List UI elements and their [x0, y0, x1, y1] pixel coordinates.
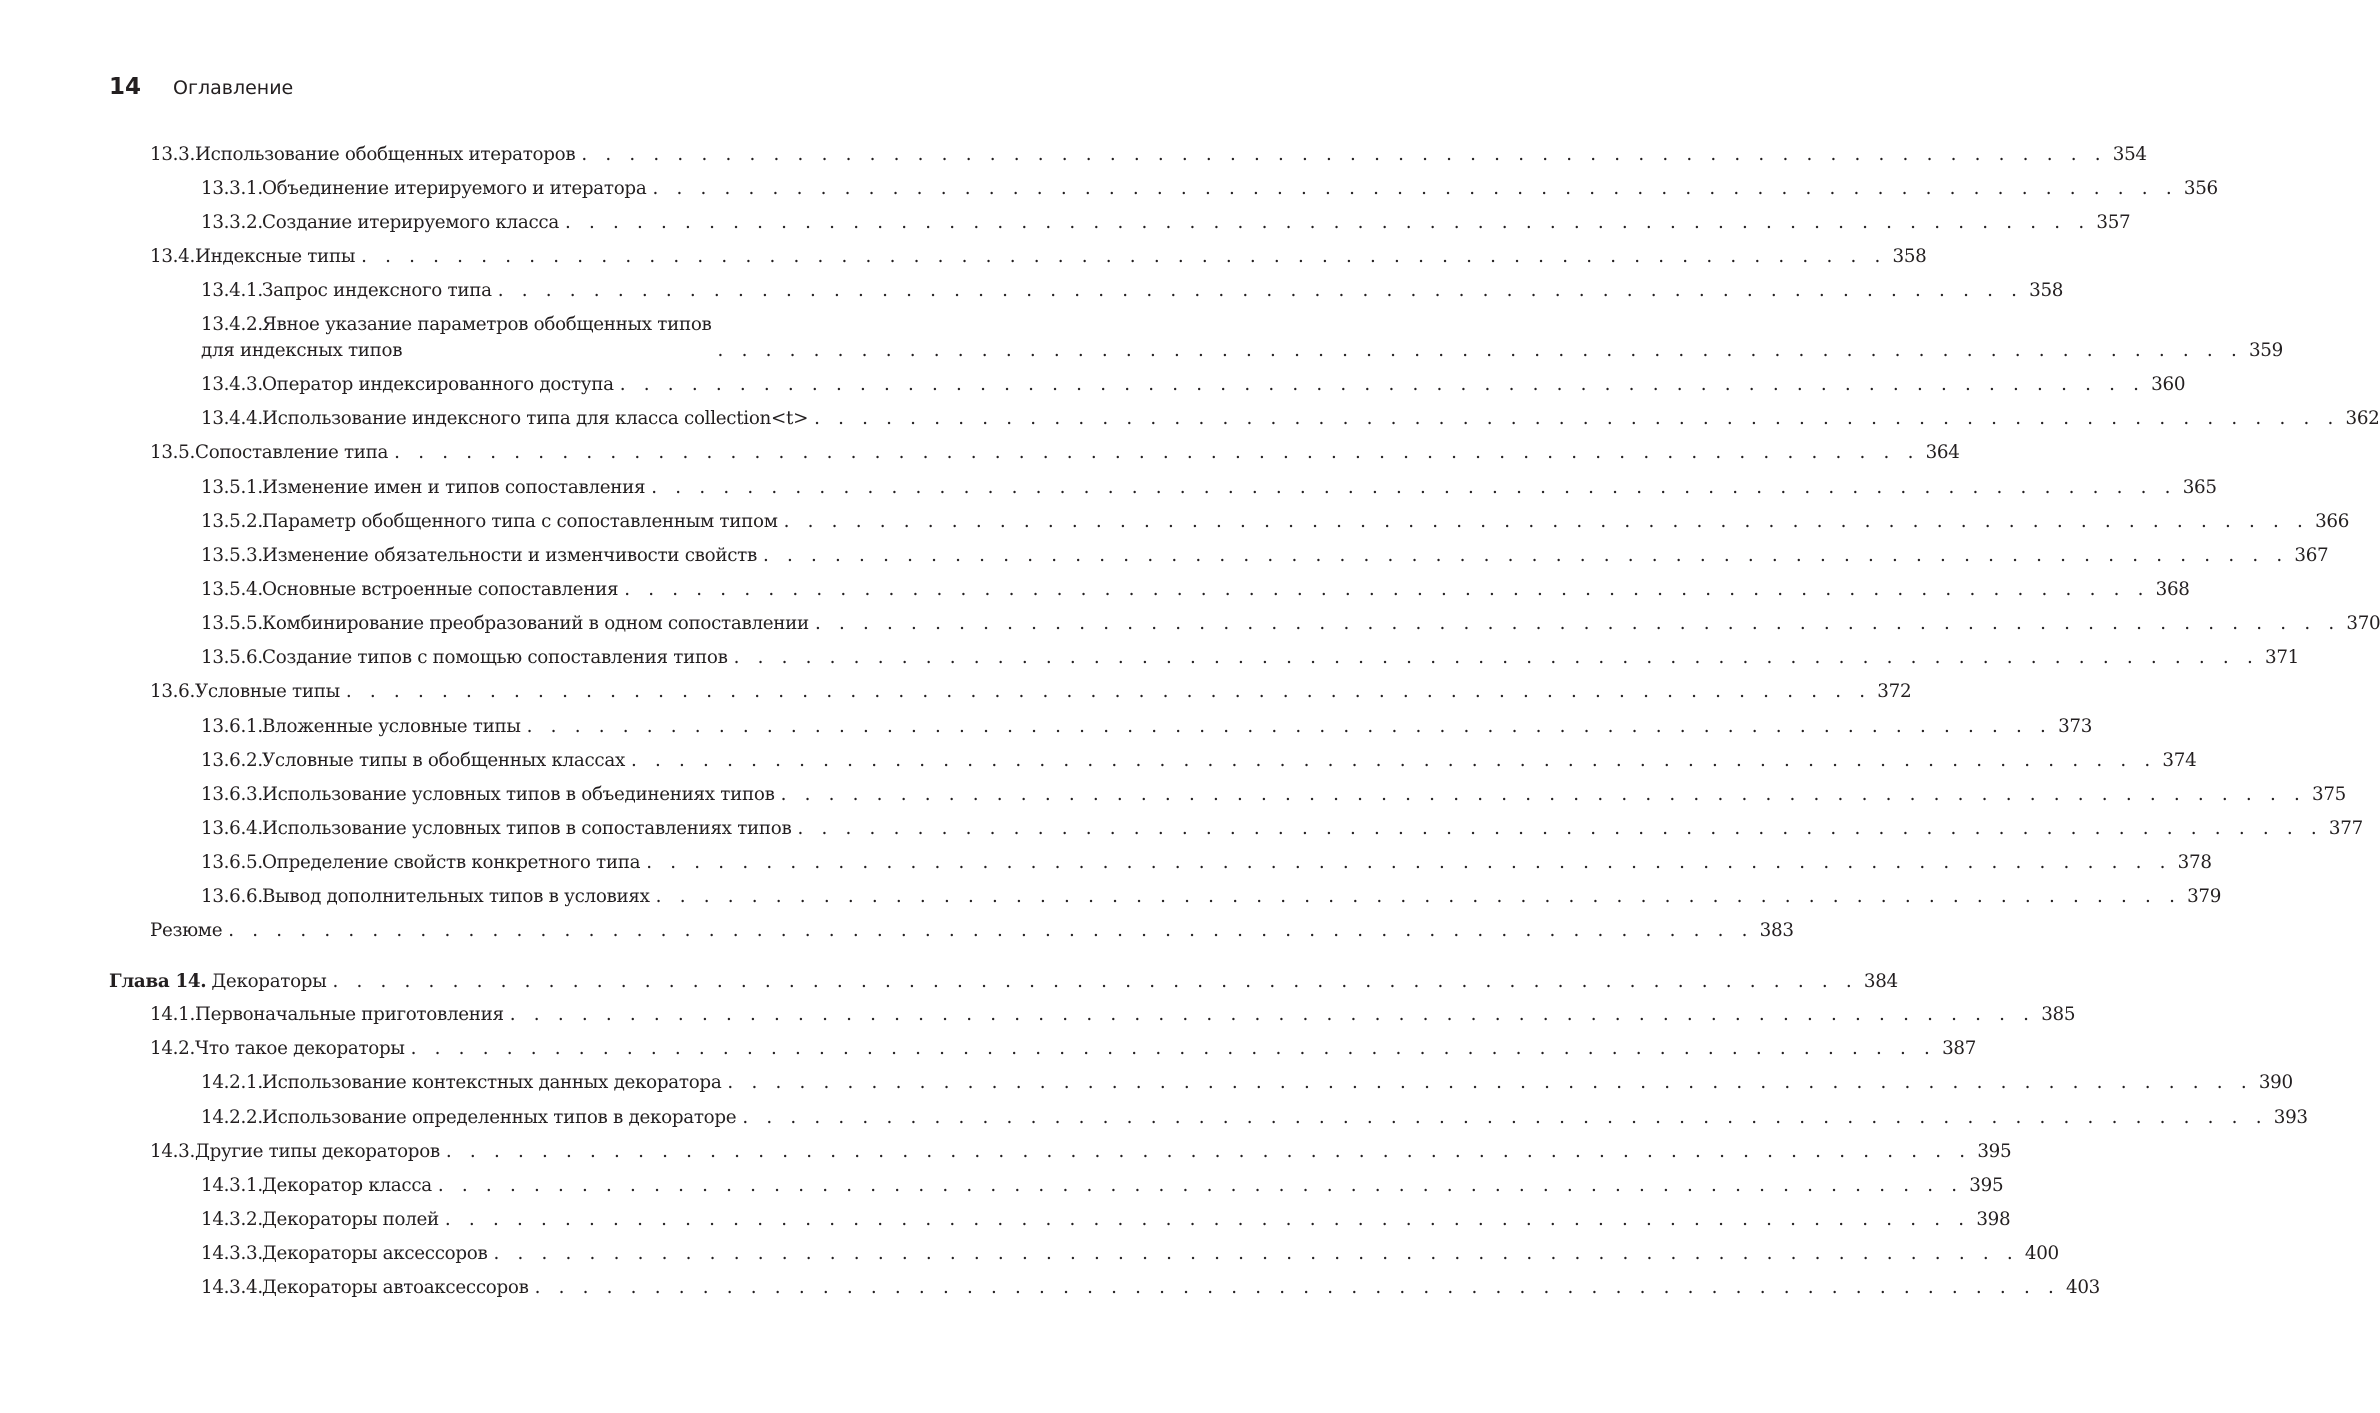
dot-leader: . . . . . . . . . . . . . . . . . . . . . . . . . . . . . . . . . . . . . . . . . . . . . . . . . . . . . . . . . . . . . . . . [534, 1277, 2060, 1298]
toc-entry[interactable] [201, 312, 2283, 364]
dot-leader: . . . . . . . . . . . . . . . . . . . . . . . . . . . . . . . . . . . . . . . . . . . . . . . . . . . . . . . . . . . . . . . . [733, 647, 2259, 668]
toc-entry-number: 13.5.2. [201, 511, 263, 532]
toc-entry-title-continued: для индексных типов [201, 340, 403, 361]
toc-entry[interactable] [201, 176, 2218, 202]
toc-entry-title: Явное указание параметров обобщенных типов [262, 314, 712, 335]
toc-chapter-number: Глава 14. [109, 971, 207, 992]
toc-entry-page: 379 [2187, 886, 2222, 907]
toc-entry-title: Условные типы в обобщенных классах [262, 750, 625, 771]
toc-entry[interactable] [201, 816, 2363, 842]
toc-entry[interactable] [150, 142, 2147, 168]
toc-entry-number: 13.4. [150, 246, 196, 267]
toc-entry-page: 372 [1877, 681, 1912, 702]
toc-entry-number: 13.6. [150, 681, 196, 702]
toc-entry[interactable] [201, 1241, 2059, 1267]
toc-entry-page: 365 [2182, 477, 2217, 498]
toc-entry-page: 403 [2066, 1277, 2100, 1298]
toc-entry-title: Объединение итерируемого и итератора [262, 178, 647, 199]
toc-entry-number: 14.1. [150, 1004, 196, 1025]
toc-entry-page: 377 [2328, 818, 2363, 839]
dot-leader: . . . . . . . . . . . . . . . . . . . . . . . . . . . . . . . . . . . . . . . . . . . . . . . . . . . . . . . . . . . . . . . . [780, 784, 2306, 805]
toc-entry-page: 398 [1976, 1209, 2011, 1230]
toc-entry-page: 383 [1759, 920, 1794, 941]
toc-entry-page: 357 [2096, 212, 2131, 233]
toc-entry-page: 367 [2294, 545, 2329, 566]
dot-leader: . . . . . . . . . . . . . . . . . . . . . . . . . . . . . . . . . . . . . . . . . . . . . . . . . . . . . . . . . . . . . . . . [526, 716, 2053, 737]
toc-entry[interactable] [201, 1105, 2308, 1131]
toc-entry[interactable] [201, 278, 2064, 304]
toc-entry[interactable] [201, 1173, 2004, 1199]
dot-leader: . . . . . . . . . . . . . . . . . . . . . . . . . . . . . . . . . . . . . . . . . . . . . . . . . . . . . . . . . . . . . . . . [445, 1141, 1972, 1162]
toc-entry[interactable] [201, 372, 2186, 398]
dot-leader: . . . . . . . . . . . . . . . . . . . . . . . . . . . . . . . . . . . . . . . . . . . . . . . . . . . . . . . . . . . . . . . . [444, 1209, 1971, 1230]
toc-entry-number: 13.3.1. [201, 178, 263, 199]
toc-entry-title: Вывод дополнительных типов в условиях [262, 886, 650, 907]
toc-entry-number: 13.5.6. [201, 647, 263, 668]
toc-entry-number: 13.5.3. [201, 545, 263, 566]
toc-entry-title: Использование контекстных данных декоратора [262, 1072, 722, 1093]
toc-entry-page: 390 [2258, 1072, 2293, 1093]
toc-entry-title: Декораторы аксессоров [262, 1243, 488, 1264]
toc-entry-title: Изменение имен и типов сопоставления [262, 477, 646, 498]
toc-entry-title: Сопоставление типа [195, 442, 389, 463]
dot-leader: . . . . . . . . . . . . . . . . . . . . . . . . . . . . . . . . . . . . . . . . . . . . . . . . . . . . . . . . . . . . . . . . [493, 1243, 2019, 1264]
toc-entry-number: 13.5.4. [201, 579, 263, 600]
dot-leader: . . . . . . . . . . . . . . . . . . . . . . . . . . . . . . . . . . . . . . . . . . . . . . . . . . . . . . . . . . . . . . . . [564, 212, 2091, 233]
toc-entry-number: 13.6.5. [201, 852, 263, 873]
toc-entry[interactable] [201, 884, 2222, 910]
toc-entry-number: 13.6.6. [201, 886, 263, 907]
toc-entry-page: 384 [1863, 971, 1898, 992]
toc-entry-number: 13.5.5. [201, 613, 263, 634]
dot-leader: . . . . . . . . . . . . . . . . . . . . . . . . . . . . . . . . . . . . . . . . . . . . . . . . . . . . . . . . . . . . . . . . [646, 852, 2172, 873]
toc-entry-number: 13.4.4. [201, 408, 263, 429]
toc-entry-title: Декораторы автоаксессоров [262, 1277, 529, 1298]
toc-entry-title: Параметр обобщенного типа с сопоставленным типом [262, 511, 778, 532]
toc-entry-page: 395 [1969, 1175, 2004, 1196]
toc-entry-title: Запрос индексного типа [262, 280, 492, 301]
toc-entry[interactable] [201, 543, 2329, 569]
toc-entry-number: 14.3.4. [201, 1277, 263, 1298]
toc-entry[interactable] [201, 1275, 2100, 1301]
toc-entry-page: 366 [2315, 511, 2350, 532]
toc-entry-number: 13.4.3. [201, 374, 263, 395]
toc-entry-page: 358 [1892, 246, 1927, 267]
toc-entry-page: 354 [2112, 144, 2147, 165]
toc-entry-page: 374 [2162, 750, 2197, 771]
dot-leader: . . . . . . . . . . . . . . . . . . . . . . . . . . . . . . . . . . . . . . . . . . . . . . . . . . . . . . . . . . . . . . . . [655, 886, 2182, 907]
dot-leader: . . . . . . . . . . . . . . . . . . . . . . . . . . . . . . . . . . . . . . . . . . . . . . . . . . . . . . . . . . . . . . . . [332, 971, 1858, 992]
dot-leader: . . . . . . . . . . . . . . . . . . . . . . . . . . . . . . . . . . . . . . . . . . . . . . . . . . . . . . . . . . . . . . . . [727, 1072, 2253, 1093]
dot-leader: . . . . . . . . . . . . . . . . . . . . . . . . . . . . . . . . . . . . . . . . . . . . . . . . . . . . . . . . . . . . . . . . [762, 545, 2289, 566]
toc-entry-number: 14.3.1. [201, 1175, 263, 1196]
toc-entry-number: 14.2.2. [201, 1107, 263, 1128]
page-number: 14 [109, 74, 142, 100]
dot-leader: . . . . . . . . . . . . . . . . . . . . . . . . . . . . . . . . . . . . . . . . . . . . . . . . . . . . . . . . . . . . . . . . [394, 442, 1920, 463]
toc-entry-title: Создание итерируемого класса [262, 212, 559, 233]
toc-entry[interactable] [150, 679, 1912, 705]
dot-leader: . . . . . . . . . . . . . . . . . . . . . . . . . . . . . . . . . . . . . . . . . . . . . . . . . . . . . . . . . . . . . . . . [437, 1175, 1964, 1196]
toc-entry-title: Определение свойств конкретного типа [262, 852, 641, 873]
toc-entry-title: Декораторы [211, 971, 327, 992]
toc-entry[interactable] [201, 406, 2380, 432]
toc-entry-number: 13.6.3. [201, 784, 263, 805]
toc-entry-page: 393 [2273, 1107, 2308, 1128]
toc-entry-title: Основные встроенные сопоставления [262, 579, 619, 600]
toc-entry-number: 13.3.2. [201, 212, 263, 233]
toc-entry[interactable] [201, 1207, 2011, 1233]
toc-entry[interactable] [201, 509, 2350, 535]
toc-entry[interactable] [201, 210, 2131, 236]
toc-entry-title: Использование условных типов в сопоставлениях типов [262, 818, 792, 839]
toc-entry-number: 13.4.1. [201, 280, 263, 301]
dot-leader: . . . . . . . . . . . . . . . . . . . . . . . . . . . . . . . . . . . . . . . . . . . . . . . . . . . . . . . . . . . . . . . . [581, 144, 2107, 165]
dot-leader: . . . . . . . . . . . . . . . . . . . . . . . . . . . . . . . . . . . . . . . . . . . . . . . . . . . . . . . . . . . . . . . . [651, 477, 2177, 498]
toc-entry[interactable] [201, 475, 2217, 501]
toc-entry-title: Резюме [150, 920, 223, 941]
toc-entry-title: Условные типы [195, 681, 340, 702]
toc-entry[interactable] [150, 1139, 2012, 1165]
toc-entry-number: 14.3.2. [201, 1209, 263, 1230]
toc-entry-title: Индексные типы [195, 246, 356, 267]
dot-leader: . . . . . . . . . . . . . . . . . . . . . . . . . . . . . . . . . . . . . . . . . . . . . . . . . . . . . . . . . . . . . . . . [742, 1107, 2268, 1128]
toc-entry-page: 400 [2024, 1243, 2059, 1264]
toc-entry-page: 375 [2312, 784, 2346, 805]
toc-entry[interactable] [150, 244, 1927, 270]
toc-entry-page: 373 [2058, 716, 2093, 737]
toc-entry[interactable] [201, 782, 2346, 808]
toc-entry[interactable] [201, 1070, 2293, 1096]
toc-entry-title: Первоначальные приготовления [195, 1004, 504, 1025]
toc-entry-number: 13.6.1. [201, 716, 263, 737]
dot-leader: . . . . . . . . . . . . . . . . . . . . . . . . . . . . . . . . . . . . . . . . . . . . . . . . . . . . . . . . . . . . . . . . [619, 374, 2146, 395]
toc-entry-number: 14.2. [150, 1038, 196, 1059]
toc-entry-number: 14.2.1. [201, 1072, 263, 1093]
toc-entry-number: 14.3.3. [201, 1243, 263, 1264]
toc-entry-number: 13.5. [150, 442, 196, 463]
toc-entry-page: 364 [1925, 442, 1960, 463]
toc-entry[interactable] [201, 714, 2093, 740]
running-head [109, 74, 293, 104]
toc-entry-title: Использование условных типов в объединениях типов [262, 784, 775, 805]
dot-leader: . . . . . . . . . . . . . . . . . . . . . . . . . . . . . . . . . . . . . . . . . . . . . . . . . . . . . . . . . . . . . . . . [717, 340, 2243, 361]
toc-entry[interactable] [201, 645, 2299, 671]
dot-leader: . . . . . . . . . . . . . . . . . . . . . . . . . . . . . . . . . . . . . . . . . . . . . . . . . . . . . . . . . . . . . . . . [345, 681, 1872, 702]
toc-entry-title: Что такое декораторы [195, 1038, 405, 1059]
dot-leader: . . . . . . . . . . . . . . . . . . . . . . . . . . . . . . . . . . . . . . . . . . . . . . . . . . . . . . . . . . . . . . . . [814, 408, 2340, 429]
toc-entry[interactable] [201, 748, 2197, 774]
toc-entry-page: 368 [2155, 579, 2190, 600]
toc-entry-title: Декораторы полей [262, 1209, 439, 1230]
toc-entry-title: Использование индексного типа для класса collection<t> [262, 408, 809, 429]
toc-entry-title: Оператор индексированного доступа [262, 374, 614, 395]
running-head-title: Оглавление [173, 77, 294, 99]
toc-entry-page: 395 [1977, 1141, 2012, 1162]
toc-entry[interactable] [150, 1036, 1977, 1062]
toc-entry[interactable] [150, 918, 1794, 944]
toc-entry-title: Использование определенных типов в декораторе [262, 1107, 737, 1128]
toc-entry-number: 13.6.2. [201, 750, 263, 771]
dot-leader: . . . . . . . . . . . . . . . . . . . . . . . . . . . . . . . . . . . . . . . . . . . . . . . . . . . . . . . . . . . . . . . . [361, 246, 1887, 267]
toc-entry-page: 370 [2346, 613, 2380, 634]
toc-entry-page: 359 [2248, 340, 2283, 361]
toc-entry-title: Вложенные условные типы [262, 716, 521, 737]
toc-entry-page: 362 [2345, 408, 2380, 429]
toc-entry[interactable] [201, 611, 2380, 637]
toc-entry-page: 356 [2183, 178, 2218, 199]
dot-leader: . . . . . . . . . . . . . . . . . . . . . . . . . . . . . . . . . . . . . . . . . . . . . . . . . . . . . . . . . . . . . . . . [652, 178, 2178, 199]
toc-entry-page: 360 [2151, 374, 2186, 395]
toc-entry[interactable] [150, 440, 1960, 466]
toc-entry-number: 13.5.1. [201, 477, 263, 498]
toc-entry[interactable] [150, 1002, 2076, 1028]
toc-entry[interactable] [201, 850, 2212, 876]
dot-leader: . . . . . . . . . . . . . . . . . . . . . . . . . . . . . . . . . . . . . . . . . . . . . . . . . . . . . . . . . . . . . . . . [797, 818, 2323, 839]
toc-entry-number: 14.3. [150, 1141, 196, 1162]
dot-leader: . . . . . . . . . . . . . . . . . . . . . . . . . . . . . . . . . . . . . . . . . . . . . . . . . . . . . . . . . . . . . . . . [783, 511, 2310, 532]
toc-entry-number: 13.6.4. [201, 818, 263, 839]
toc-entry-page: 378 [2177, 852, 2212, 873]
toc-chapter-entry[interactable] [109, 969, 1898, 995]
dot-leader: . . . . . . . . . . . . . . . . . . . . . . . . . . . . . . . . . . . . . . . . . . . . . . . . . . . . . . . . . . . . . . . . [624, 579, 2150, 600]
toc-entry-number: 13.3. [150, 144, 196, 165]
toc-entry-title: Использование обобщенных итераторов [195, 144, 576, 165]
dot-leader: . . . . . . . . . . . . . . . . . . . . . . . . . . . . . . . . . . . . . . . . . . . . . . . . . . . . . . . . . . . . . . . . [509, 1004, 2036, 1025]
dot-leader: . . . . . . . . . . . . . . . . . . . . . . . . . . . . . . . . . . . . . . . . . . . . . . . . . . . . . . . . . . . . . . . . [630, 750, 2157, 771]
toc-entry-page: 371 [2264, 647, 2299, 668]
toc-entry-page: 387 [1942, 1038, 1977, 1059]
toc-entry-number: 13.4.2. [201, 314, 263, 335]
toc-entry[interactable] [201, 577, 2190, 603]
toc-entry-page: 358 [2029, 280, 2064, 301]
dot-leader: . . . . . . . . . . . . . . . . . . . . . . . . . . . . . . . . . . . . . . . . . . . . . . . . . . . . . . . . . . . . . . . . [814, 613, 2341, 634]
dot-leader: . . . . . . . . . . . . . . . . . . . . . . . . . . . . . . . . . . . . . . . . . . . . . . . . . . . . . . . . . . . . . . . . [497, 280, 2024, 301]
toc-entry-title: Создание типов с помощью сопоставления типов [262, 647, 728, 668]
dot-leader: . . . . . . . . . . . . . . . . . . . . . . . . . . . . . . . . . . . . . . . . . . . . . . . . . . . . . . . . . . . . . . . . [228, 920, 1754, 941]
toc-entry-title: Другие типы декораторов [195, 1141, 440, 1162]
toc-entry-title: Декоратор класса [262, 1175, 432, 1196]
toc-entry-page: 385 [2041, 1004, 2076, 1025]
dot-leader: . . . . . . . . . . . . . . . . . . . . . . . . . . . . . . . . . . . . . . . . . . . . . . . . . . . . . . . . . . . . . . . . [410, 1038, 1937, 1059]
toc-entry-title: Комбинирование преобразований в одном сопоставлении [262, 613, 809, 634]
toc-entry-title: Изменение обязательности и изменчивости свойств [262, 545, 757, 566]
